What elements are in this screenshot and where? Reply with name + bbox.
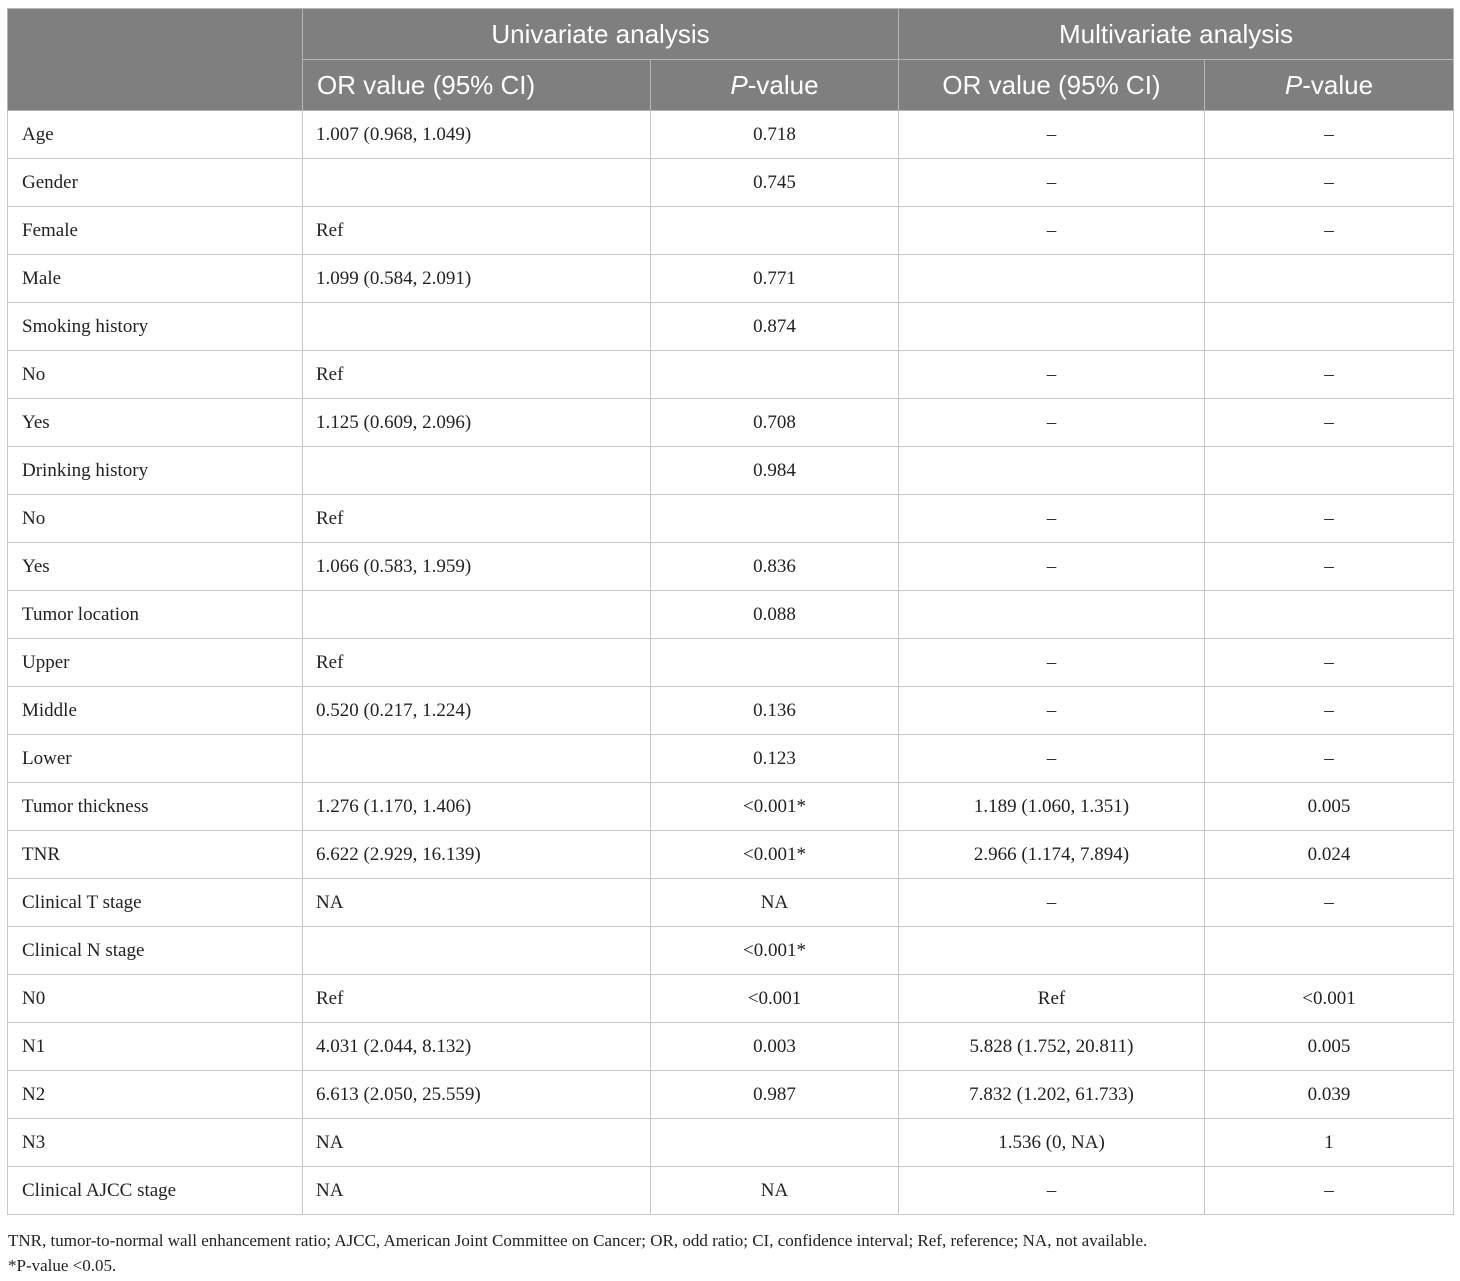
univariate-p-cell: 0.745 [651, 159, 899, 207]
univariate-or-cell: NA [303, 1119, 651, 1167]
multivariate-or-cell: – [899, 111, 1205, 159]
multivariate-or-cell: – [899, 639, 1205, 687]
header-multivariate: Multivariate analysis [899, 9, 1454, 60]
multivariate-or-cell: – [899, 495, 1205, 543]
multivariate-or-cell: 5.828 (1.752, 20.811) [899, 1023, 1205, 1071]
table-row [8, 735, 1454, 783]
multivariate-p-cell: – [1205, 111, 1454, 159]
univariate-p-cell: 0.874 [651, 303, 899, 351]
row-label: Male [8, 255, 303, 303]
univariate-or-cell: 1.066 (0.583, 1.959) [303, 543, 651, 591]
univariate-or-cell [303, 591, 651, 639]
header-uni-p-italic: P [730, 69, 748, 100]
row-label: Clinical T stage [8, 879, 303, 927]
header-uni-p [651, 60, 899, 111]
univariate-p-cell: <0.001 [651, 975, 899, 1023]
table-row [8, 111, 1454, 159]
univariate-p-cell [651, 1119, 899, 1167]
table-row [8, 1023, 1454, 1071]
univariate-or-cell [303, 735, 651, 783]
row-label: N3 [8, 1119, 303, 1167]
row-label: No [8, 495, 303, 543]
table-row [8, 159, 1454, 207]
table-row [8, 639, 1454, 687]
univariate-or-cell [303, 927, 651, 975]
footnote-significance: *P-value <0.05. [8, 1256, 117, 1275]
univariate-p-cell: 0.136 [651, 687, 899, 735]
univariate-p-cell: NA [651, 1167, 899, 1215]
multivariate-p-cell: 0.039 [1205, 1071, 1454, 1119]
row-label: Yes [8, 399, 303, 447]
multivariate-p-cell: 0.024 [1205, 831, 1454, 879]
table-row [8, 879, 1454, 927]
univariate-or-cell [303, 159, 651, 207]
header-uni-p-suffix: -value [747, 69, 819, 100]
header-multi-p [1205, 60, 1454, 111]
row-label: TNR [8, 831, 303, 879]
table-row [8, 975, 1454, 1023]
univariate-p-cell: 0.987 [651, 1071, 899, 1119]
table-header [8, 9, 1454, 111]
univariate-or-cell: 6.622 (2.929, 16.139) [303, 831, 651, 879]
multivariate-p-cell: – [1205, 735, 1454, 783]
univariate-p-cell: 0.718 [651, 111, 899, 159]
row-label: Upper [8, 639, 303, 687]
multivariate-p-cell [1205, 591, 1454, 639]
multivariate-p-cell [1205, 927, 1454, 975]
table-row [8, 591, 1454, 639]
univariate-or-cell: NA [303, 879, 651, 927]
multivariate-p-cell: 0.005 [1205, 1023, 1454, 1071]
row-label: Middle [8, 687, 303, 735]
table-row [8, 351, 1454, 399]
results-table-container [7, 8, 1453, 1215]
multivariate-or-cell [899, 447, 1205, 495]
row-label: Smoking history [8, 303, 303, 351]
row-label: Tumor location [8, 591, 303, 639]
univariate-p-cell: <0.001* [651, 927, 899, 975]
row-label: N2 [8, 1071, 303, 1119]
row-label: Age [8, 111, 303, 159]
multivariate-p-cell: – [1205, 207, 1454, 255]
table-row [8, 1167, 1454, 1215]
header-multi-p-suffix: -value [1302, 69, 1374, 100]
multivariate-p-cell: – [1205, 639, 1454, 687]
header-multi-or: OR value (95% CI) [899, 60, 1205, 111]
multivariate-p-cell [1205, 447, 1454, 495]
univariate-p-cell: 0.984 [651, 447, 899, 495]
multivariate-or-cell: 1.189 (1.060, 1.351) [899, 783, 1205, 831]
multivariate-or-cell [899, 255, 1205, 303]
multivariate-p-cell: – [1205, 543, 1454, 591]
header-univariate: Univariate analysis [303, 9, 899, 60]
univariate-p-cell: NA [651, 879, 899, 927]
multivariate-p-cell: – [1205, 159, 1454, 207]
table-row [8, 687, 1454, 735]
row-label: Clinical N stage [8, 927, 303, 975]
multivariate-p-cell: 0.005 [1205, 783, 1454, 831]
univariate-p-cell: <0.001* [651, 831, 899, 879]
univariate-p-cell: 0.088 [651, 591, 899, 639]
row-label: Tumor thickness [8, 783, 303, 831]
univariate-or-cell: 1.125 (0.609, 2.096) [303, 399, 651, 447]
univariate-p-cell: <0.001* [651, 783, 899, 831]
multivariate-or-cell [899, 927, 1205, 975]
table-row [8, 447, 1454, 495]
univariate-p-cell [651, 351, 899, 399]
multivariate-p-cell: – [1205, 1167, 1454, 1215]
row-label: Yes [8, 543, 303, 591]
multivariate-p-cell: – [1205, 351, 1454, 399]
univariate-p-cell: 0.836 [651, 543, 899, 591]
row-label: Female [8, 207, 303, 255]
multivariate-p-cell: – [1205, 879, 1454, 927]
table-row [8, 783, 1454, 831]
header-blank-cell [8, 9, 303, 111]
multivariate-or-cell: 7.832 (1.202, 61.733) [899, 1071, 1205, 1119]
multivariate-or-cell [899, 591, 1205, 639]
header-uni-or: OR value (95% CI) [303, 60, 651, 111]
multivariate-or-cell: – [899, 159, 1205, 207]
univariate-or-cell: 4.031 (2.044, 8.132) [303, 1023, 651, 1071]
univariate-or-cell: Ref [303, 207, 651, 255]
multivariate-p-cell: – [1205, 399, 1454, 447]
table-row [8, 543, 1454, 591]
multivariate-or-cell: – [899, 399, 1205, 447]
table-body [8, 111, 1454, 1215]
header-multi-p-italic: P [1284, 69, 1303, 100]
multivariate-or-cell: – [899, 351, 1205, 399]
multivariate-or-cell: – [899, 687, 1205, 735]
univariate-or-cell: 0.520 (0.217, 1.224) [303, 687, 651, 735]
multivariate-or-cell: Ref [899, 975, 1205, 1023]
multivariate-or-cell: 1.536 (0, NA) [899, 1119, 1205, 1167]
table-row [8, 207, 1454, 255]
univariate-or-cell [303, 303, 651, 351]
footnote-abbreviations: TNR, tumor-to-normal wall enhancement ratio; AJCC, American Joint Committee on Cancer; OR, odd ratio; CI, confidence interval; Ref, reference; NA, not available. [8, 1231, 1148, 1250]
table-row [8, 1071, 1454, 1119]
regression-table [7, 8, 1454, 1215]
row-label: Gender [8, 159, 303, 207]
univariate-p-cell: 0.003 [651, 1023, 899, 1071]
multivariate-or-cell: – [899, 543, 1205, 591]
univariate-or-cell: 6.613 (2.050, 25.559) [303, 1071, 651, 1119]
univariate-p-cell [651, 639, 899, 687]
multivariate-p-cell [1205, 255, 1454, 303]
row-label: N1 [8, 1023, 303, 1071]
univariate-or-cell: Ref [303, 639, 651, 687]
multivariate-or-cell: – [899, 207, 1205, 255]
multivariate-or-cell: – [899, 1167, 1205, 1215]
univariate-p-cell: 0.771 [651, 255, 899, 303]
multivariate-p-cell: 1 [1205, 1119, 1454, 1167]
univariate-or-cell: Ref [303, 351, 651, 399]
univariate-or-cell: 1.099 (0.584, 2.091) [303, 255, 651, 303]
multivariate-p-cell: – [1205, 687, 1454, 735]
univariate-or-cell: 1.276 (1.170, 1.406) [303, 783, 651, 831]
univariate-or-cell: NA [303, 1167, 651, 1215]
table-row [8, 399, 1454, 447]
multivariate-or-cell: – [899, 879, 1205, 927]
row-label: Clinical AJCC stage [8, 1167, 303, 1215]
multivariate-p-cell: <0.001 [1205, 975, 1454, 1023]
table-row [8, 1119, 1454, 1167]
table-row [8, 927, 1454, 975]
multivariate-or-cell: 2.966 (1.174, 7.894) [899, 831, 1205, 879]
multivariate-p-cell: – [1205, 495, 1454, 543]
table-row [8, 255, 1454, 303]
table-row [8, 303, 1454, 351]
univariate-or-cell [303, 447, 651, 495]
univariate-or-cell: Ref [303, 495, 651, 543]
multivariate-or-cell: – [899, 735, 1205, 783]
univariate-p-cell [651, 207, 899, 255]
univariate-or-cell: 1.007 (0.968, 1.049) [303, 111, 651, 159]
table-row [8, 495, 1454, 543]
univariate-p-cell: 0.123 [651, 735, 899, 783]
table-row [8, 831, 1454, 879]
row-label: N0 [8, 975, 303, 1023]
row-label: Lower [8, 735, 303, 783]
multivariate-or-cell [899, 303, 1205, 351]
row-label: No [8, 351, 303, 399]
multivariate-p-cell [1205, 303, 1454, 351]
univariate-p-cell [651, 495, 899, 543]
univariate-or-cell: Ref [303, 975, 651, 1023]
univariate-p-cell: 0.708 [651, 399, 899, 447]
row-label: Drinking history [8, 447, 303, 495]
